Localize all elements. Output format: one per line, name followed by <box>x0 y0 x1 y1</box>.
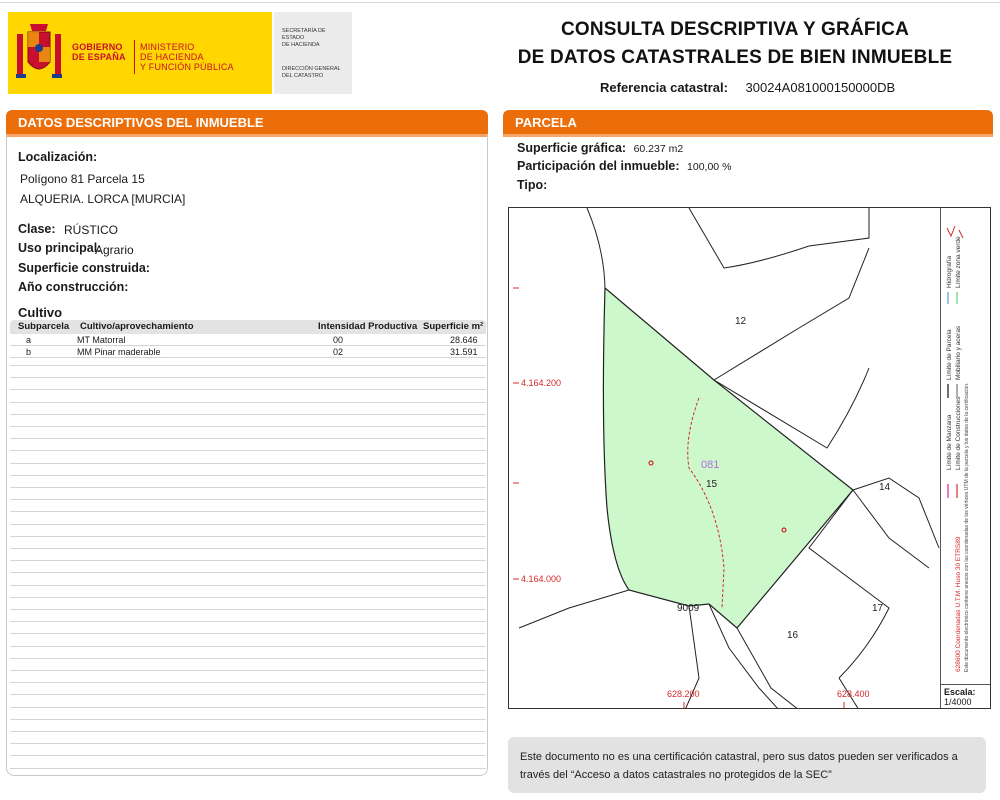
empty-row-line <box>10 560 486 561</box>
uso-label: Uso principal: <box>18 241 102 255</box>
cell-cultivo: MM Pinar maderable <box>77 347 161 357</box>
datos-descriptivos-header: DATOS DESCRIPTIVOS DEL INMUEBLE <box>6 110 488 134</box>
poligono-label-081: 081 <box>701 459 720 471</box>
page-title: CONSULTA DESCRIPTIVA Y GRÁFICA DE DATOS CATASTRALES DE BIEN INMUEBLE <box>517 19 953 68</box>
table-row <box>10 334 486 346</box>
cell-subparcela: a <box>26 335 32 345</box>
empty-row-line <box>10 402 486 403</box>
cultivo-table-header <box>10 320 486 334</box>
map-legend <box>940 208 990 684</box>
parcel-label-15: 15 <box>706 479 718 490</box>
empty-row-line <box>10 597 486 598</box>
empty-row-line <box>10 621 486 622</box>
empty-row-line <box>10 511 486 512</box>
direccion-text: DIRECCIÓN GENERAL DEL CATASTRO <box>282 66 341 79</box>
cell-subparcela: b <box>26 347 32 357</box>
escala-value: 1/4000 <box>944 697 972 707</box>
note-line1: Este documento no es una certificación catastral, pero sus datos pueden ser verificados a <box>520 751 958 763</box>
empty-row-line <box>10 377 486 378</box>
disclaimer-note <box>508 737 986 793</box>
empty-row-line <box>10 499 486 500</box>
note-line2: través del “Acceso a datos catastrales no protegidos de la SEC” <box>520 769 832 781</box>
map-scale <box>940 684 990 708</box>
tipo-label: Tipo: <box>517 178 548 192</box>
empty-row-line <box>10 524 486 525</box>
empty-row-line <box>10 438 486 439</box>
superficie-grafica-value: 60.237 m2 <box>633 143 684 155</box>
empty-row-line <box>10 682 486 683</box>
legend-zona-verde: Límite zona verde <box>955 236 962 288</box>
table-row <box>10 346 486 358</box>
empty-row-line <box>10 475 486 476</box>
ref-value: 30024A081000150000DB <box>745 80 896 95</box>
parcela-header: PARCELA <box>503 110 993 134</box>
empty-row-line <box>10 487 486 488</box>
parcel-15-polygon <box>603 288 853 628</box>
participacion <box>517 159 731 173</box>
gobierno-text: GOBIERNO DE ESPAÑA <box>72 42 126 62</box>
localizacion-line2: ALQUERIA. LORCA [MURCIA] <box>20 192 186 206</box>
participacion-value: 100,00 % <box>687 161 732 173</box>
legend-canvas <box>941 208 991 684</box>
empty-row-line <box>10 389 486 390</box>
legend-construcciones: Límite de Construcciones <box>955 396 962 470</box>
anio-construccion-label: Año construcción: <box>18 280 129 294</box>
empty-row-line <box>10 731 486 732</box>
clase-value: RÚSTICO <box>64 223 118 237</box>
ref-label: Referencia catastral: <box>600 80 728 95</box>
empty-row-line <box>10 585 486 586</box>
legend-hidrografia: Hidrografía <box>946 255 953 288</box>
empty-row-line <box>10 414 486 415</box>
empty-row-line <box>10 768 486 769</box>
y-coord-bottom: 4.164.000 <box>521 574 562 584</box>
empty-row-line <box>10 536 486 537</box>
secretaria-logo <box>274 12 352 94</box>
top-rule <box>0 2 1000 3</box>
empty-row-line <box>10 633 486 634</box>
empty-row-line <box>10 646 486 647</box>
empty-row-line <box>10 609 486 610</box>
cell-cultivo: MT Matorral <box>77 335 126 345</box>
parcel-label-12: 12 <box>735 316 747 327</box>
parcel-map <box>508 207 991 709</box>
clase-label: Clase: <box>18 222 56 236</box>
col-subparcela: Subparcela <box>18 321 70 332</box>
uso-value: Agrario <box>95 243 134 257</box>
gobierno-logo <box>8 12 272 94</box>
legend-manzana: Límite de Manzana <box>946 414 953 470</box>
cell-superficie: 31.591 <box>450 347 478 357</box>
empty-row-line <box>10 719 486 720</box>
logo-separator <box>134 40 135 74</box>
participacion-label: Participación del inmueble: <box>517 159 680 173</box>
cell-intensidad: 00 <box>333 335 344 345</box>
col-cultivo: Cultivo/aprovechamiento <box>80 321 194 332</box>
x-coord-right: 628.400 <box>837 689 870 699</box>
parcel-label-16: 16 <box>787 630 799 641</box>
empty-row-line <box>10 572 486 573</box>
empty-row-line <box>10 463 486 464</box>
map-canvas <box>509 208 991 709</box>
x-coord-left: 628.200 <box>667 689 700 699</box>
cultivo-table <box>10 320 486 358</box>
sede-electronica-icon <box>947 226 963 238</box>
secretaria-text: SECRETARÍA DE ESTADO DE HACIENDA <box>282 28 326 48</box>
col-intensidad: Intensidad Productiva <box>318 321 418 332</box>
empty-row-line <box>10 365 486 366</box>
escala-label: Escala: <box>944 687 976 697</box>
header-underline <box>503 134 993 137</box>
empty-row-line <box>10 426 486 427</box>
superficie-grafica <box>517 141 683 155</box>
cell-superficie: 28.646 <box>450 335 478 345</box>
y-coord-top: 4.164.200 <box>521 378 562 388</box>
empty-row-line <box>10 548 486 549</box>
referencia-catastral <box>600 80 895 95</box>
superficie-grafica-label: Superficie gráfica: <box>517 141 627 155</box>
road-label-9009: 9009 <box>677 603 700 614</box>
col-superficie: Superficie m² <box>423 321 484 332</box>
empty-row-line <box>10 670 486 671</box>
empty-row-line <box>10 694 486 695</box>
empty-row-line <box>10 658 486 659</box>
localizacion-line1: Polígono 81 Parcela 15 <box>20 172 145 186</box>
coat-of-arms-icon <box>14 22 64 84</box>
legend-parcela: Límite de Parcela <box>946 329 953 380</box>
empty-row-line <box>10 743 486 744</box>
empty-row-line <box>10 707 486 708</box>
empty-row-line <box>10 755 486 756</box>
superficie-construida-label: Superficie construida: <box>18 261 150 275</box>
ministerio-text: MINISTERIO DE HACIENDA Y FUNCIÓN PÚBLICA <box>140 42 234 72</box>
parcel-label-17: 17 <box>872 603 884 614</box>
legend-crs: 628600 Coordenadas U.T.M. Huso 30 ETRS89 <box>955 536 962 672</box>
parcel-label-14: 14 <box>879 482 891 493</box>
legend-note: Este documento electrónico contiene anexos con las coordenadas de los vértices UTM de la parcela y los datos de la certificación. <box>964 382 970 672</box>
empty-row-line <box>10 450 486 451</box>
cultivo-title: Cultivo <box>18 305 63 320</box>
legend-mobiliario: Mobiliario y aceras <box>955 325 962 380</box>
cell-intensidad: 02 <box>333 347 344 357</box>
localizacion-label: Localización: <box>18 150 98 164</box>
